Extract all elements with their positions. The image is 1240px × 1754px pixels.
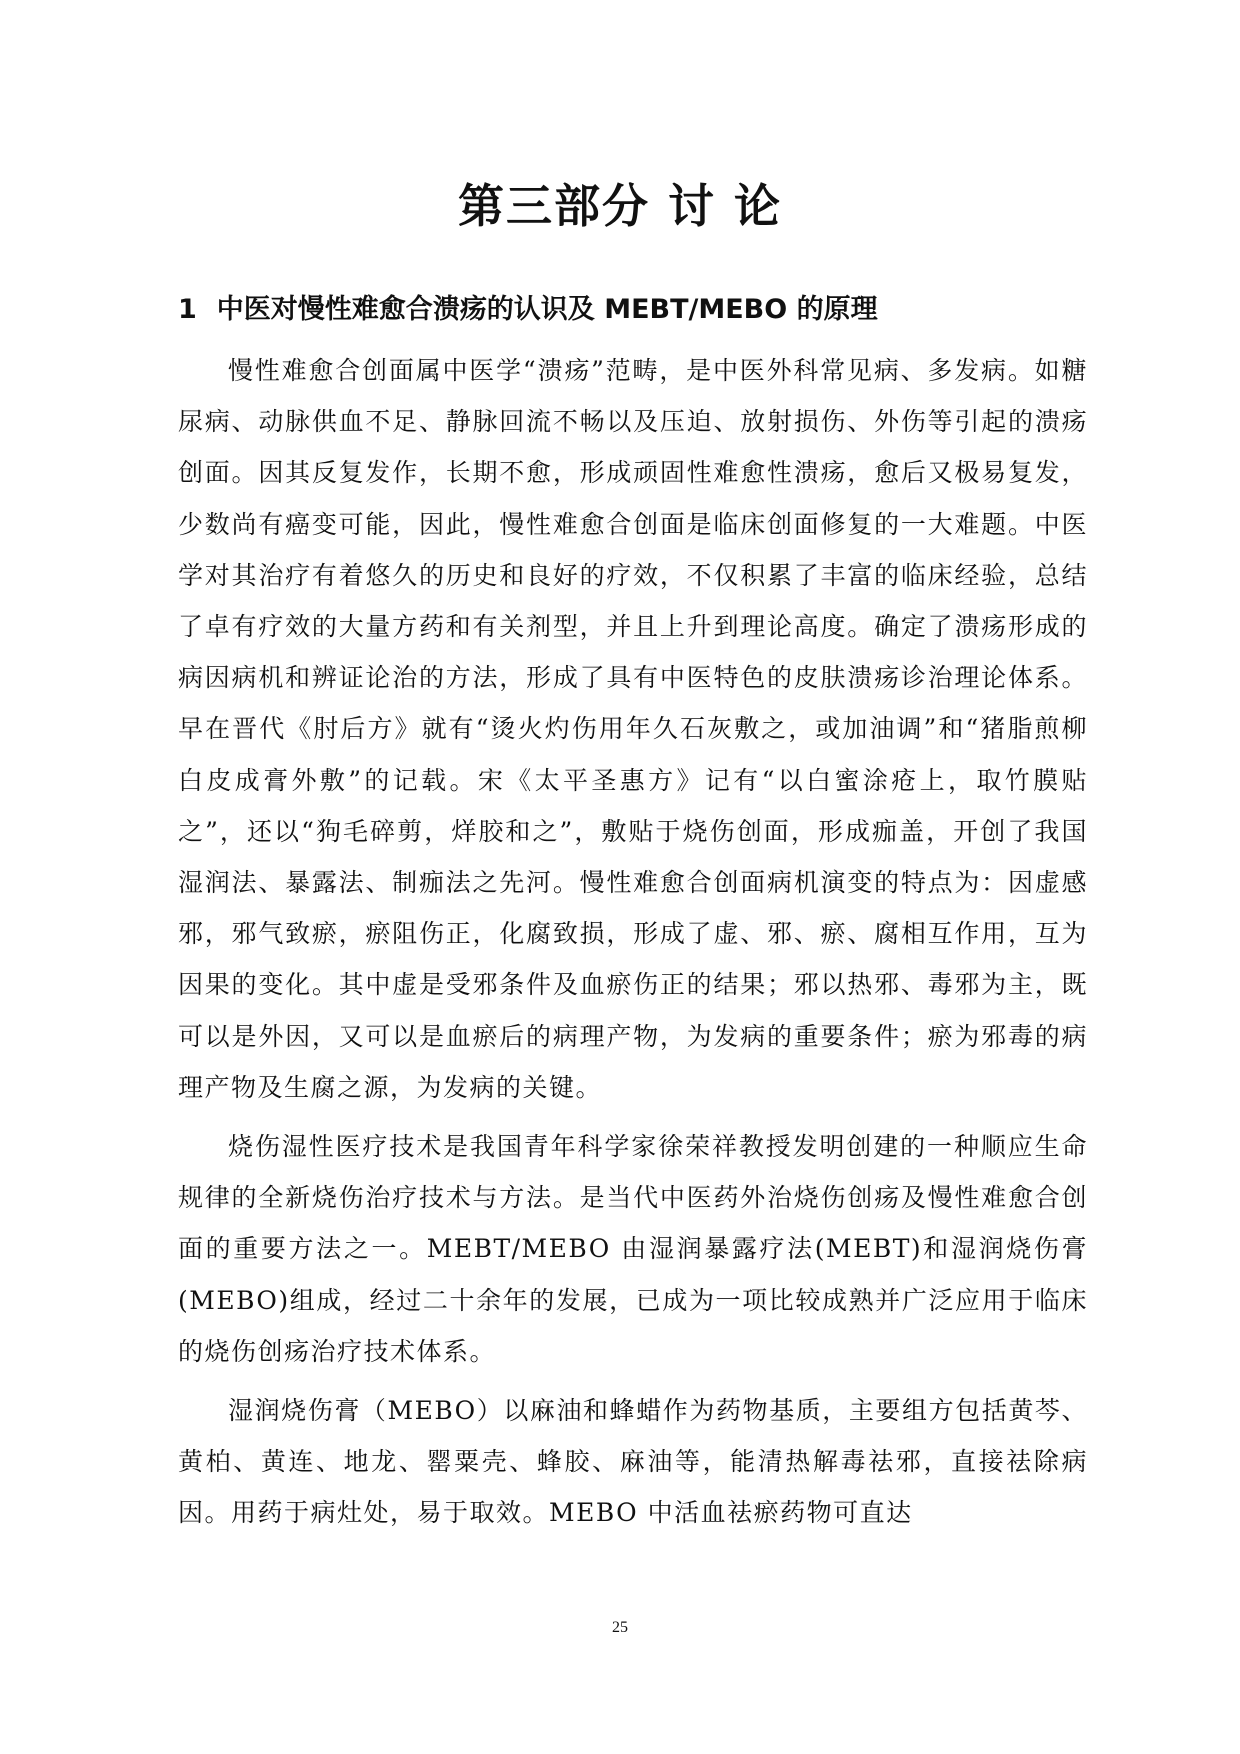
paragraph-1: 慢性难愈合创面属中医学“溃疡”范畴，是中医外科常见病、多发病。如糖尿病、动脉供血不足、静脉回流不畅以及压迫、放射损伤、外伤等引起的溃疡创面。因其反复发作，长期不愈，形成顽固性难愈性溃疡，愈后又极易复发，少数尚有癌变可能，因此，慢性难愈合创面是临床创面修复的一大难题。中医学对其治疗有着悠久的历史和良好的疗效，不仅积累了丰富的临床经验，总结了卓有疗效的大量方药和有关剂型，并且上升到理论高度。确定了溃疡形成的病因病机和辨证论治的方法，形成了具有中医特色的皮肤溃疡诊治理论体系。早在晋代《肘后方》就有“烫火灼伤用年久石灰敷之，或加油调”和“猪脂煎柳白皮成膏外敷”的记载。宋《太平圣惠方》记有“以白蜜涂疮上，取竹膜贴之”，还以“狗毛碎剪，烊胶和之”，敷贴于烧伤创面，形成痂盖，开创了我国湿润法、暴露法、制痂法之先河。慢性难愈合创面病机演变的特点为：因虚感邪，邪气致瘀，瘀阻伤正，化腐致损，形成了虚、邪、瘀、腐相互作用，互为因果的变化。其中虚是受邪条件及血瘀伤正的结果；邪以热邪、毒邪为主，既可以是外因，又可以是血瘀后的病理产物，为发病的重要条件；瘀为邪毒的病理产物及生腐之源，为发病的关键。 [178, 356, 1088, 1102]
body-text [178, 345, 1088, 1547]
chapter-title: 第三部分 讨 论 [457, 179, 783, 233]
paragraph-2: 烧伤湿性医疗技术是我国青年科学家徐荣祥教授发明创建的一种顺应生命规律的全新烧伤治疗技术与方法。是当代中医药外治烧伤创疡及慢性难愈合创面的重要方法之一。MEBT/MEBO 由湿润暴露疗法(MEBT)和湿润烧伤膏 (MEBO)组成，经过二十余年的发展，已成为一项比较成熟并广泛应用于临床的烧伤创疡治疗技术体系。 [178, 1132, 1088, 1366]
section-title: 中医对慢性难愈合溃疡的认识及 MEBT/MEBO 的原理 [216, 294, 878, 325]
paragraph-3: 湿润烧伤膏（MEBO）以麻油和蜂蜡作为药物基质，主要组方包括黄芩、黄柏、黄连、地龙、罂粟壳、蜂胶、麻油等，能清热解毒祛邪，直接祛除病因。用药于病灶处，易于取效。MEBO 中活血祛瘀药物可直达 [178, 1396, 1088, 1528]
section-number: 1 [178, 294, 197, 325]
section-heading [178, 290, 1098, 330]
page-number: 25 [612, 1619, 628, 1636]
